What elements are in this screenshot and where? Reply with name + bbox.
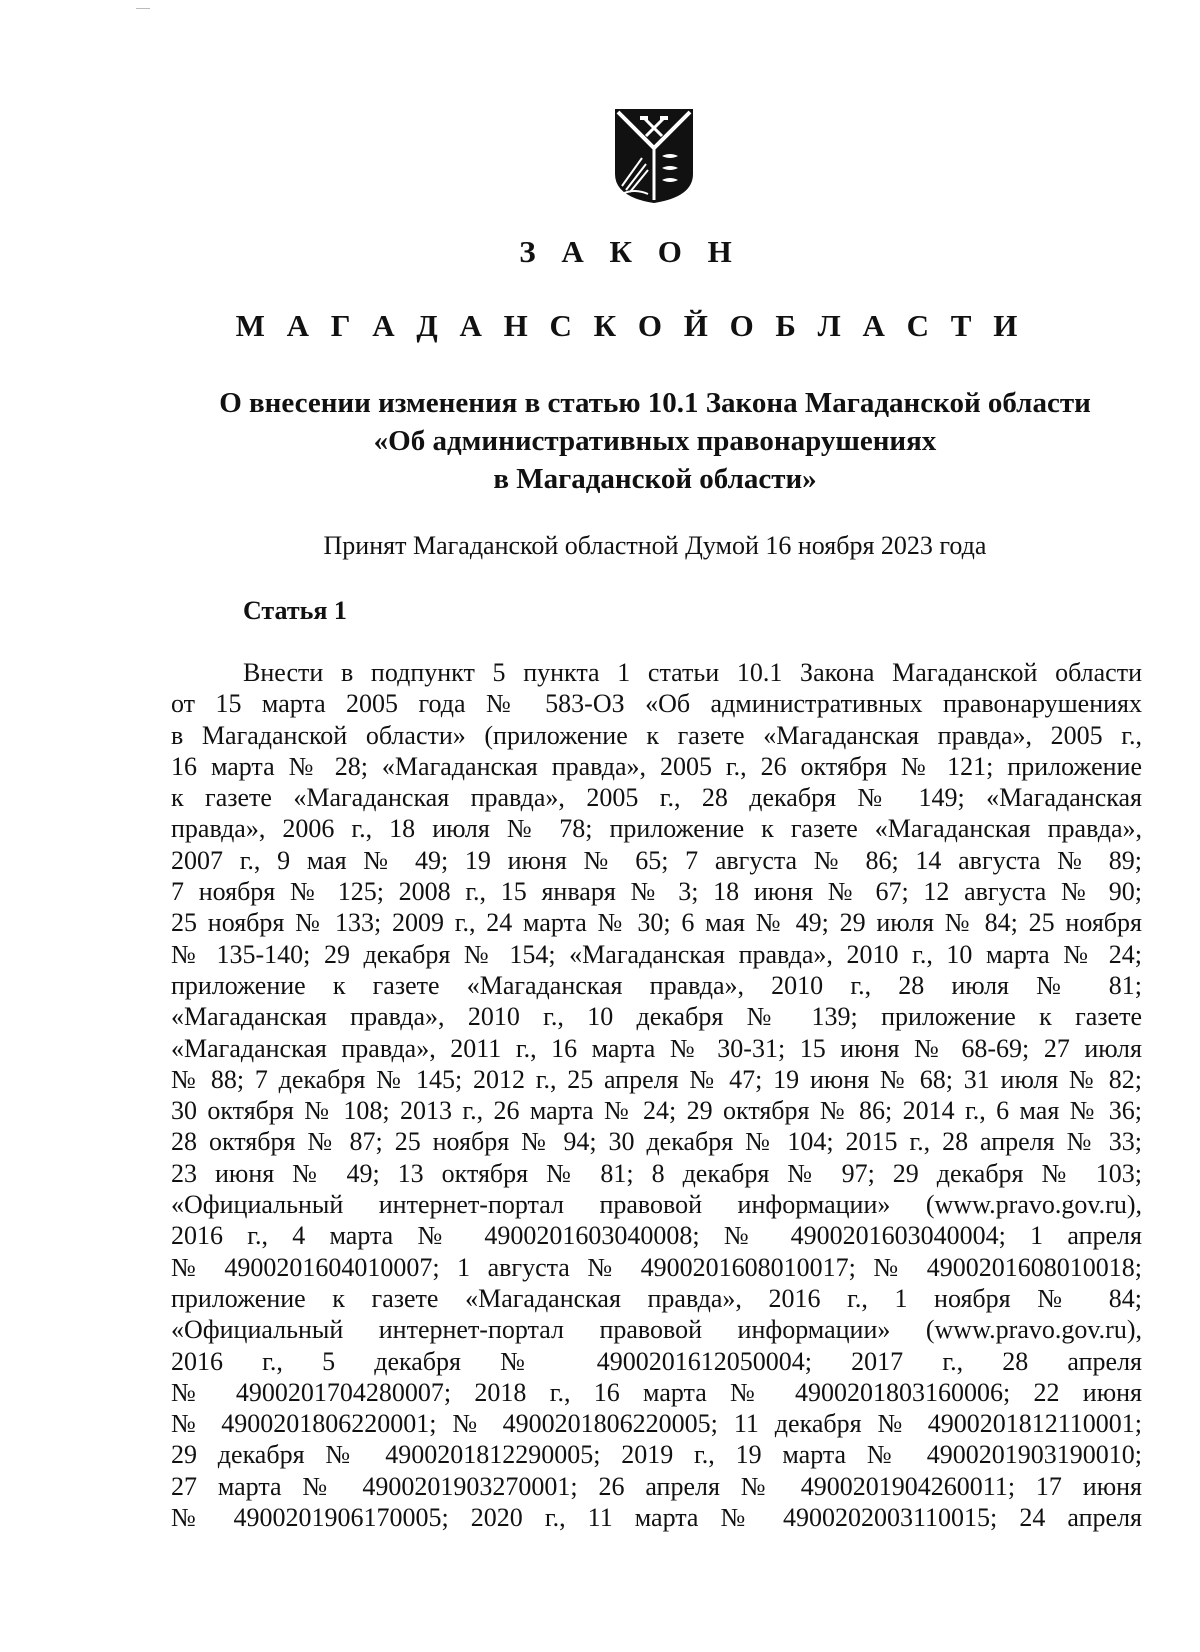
body-line: правда», 2006 г., 18 июля № 78; приложение к газете «Магаданская правда»,	[171, 814, 1142, 844]
subject-line: О внесении изменения в статью 10.1 Закона Магаданской области	[219, 387, 1091, 419]
body-line: № 4900201604010007; 1 августа № 4900201608010017; № 4900201608010018;	[171, 1252, 1142, 1282]
subject-line: в Магаданской области»	[493, 463, 817, 495]
document-type-title: З А К О Н	[519, 234, 741, 269]
body-line: 25 ноября № 133; 2009 г., 24 марта № 30; 6 мая № 49; 29 июля № 84; 25 ноября	[171, 908, 1142, 938]
body-line: 23 июня № 49; 13 октября № 81; 8 декабря № 97; 29 декабря № 103;	[171, 1158, 1142, 1188]
law-subject	[160, 384, 1150, 498]
body-line: 2016 г., 5 декабря № 4900201612050004; 2017 г., 28 апреля	[171, 1346, 1142, 1376]
body-line: приложение к газете «Магаданская правда», 2016 г., 1 ноября № 84;	[171, 1283, 1142, 1313]
body-line: от 15 марта 2005 года № 583-ОЗ «Об административных правонарушениях	[171, 689, 1142, 719]
body-line: «Магаданская правда», 2010 г., 10 декабря № 139; приложение к газете	[171, 1002, 1142, 1032]
body-line: № 4900201806220001; № 4900201806220005; 11 декабря № 4900201812110001;	[171, 1409, 1142, 1439]
body-line: 30 октября № 108; 2013 г., 26 марта № 24; 29 октября № 86; 2014 г., 6 мая № 36;	[171, 1096, 1142, 1126]
body-line: в Магаданской области» (приложение к газете «Магаданская правда», 2005 г.,	[171, 720, 1142, 750]
body-line: к газете «Магаданская правда», 2005 г., 28 декабря № 149; «Магаданская	[171, 783, 1142, 813]
subject-line: «Об административных правонарушениях	[373, 425, 937, 457]
adoption-statement: Принят Магаданской областной Думой 16 ноября 2023 года	[323, 531, 987, 560]
body-line: «Магаданская правда», 2011 г., 16 марта № 30-31; 15 июня № 68-69; 27 июля	[171, 1033, 1142, 1063]
body-line: 2007 г., 9 мая № 49; 19 июня № 65; 7 августа № 86; 14 августа № 89;	[171, 845, 1142, 875]
body-line: 7 ноября № 125; 2008 г., 15 января № 3; 18 июня № 67; 12 августа № 90;	[171, 877, 1142, 907]
body-line: № 88; 7 декабря № 145; 2012 г., 25 апреля № 47; 19 июня № 68; 31 июля № 82;	[171, 1064, 1142, 1094]
body-line: 28 октября № 87; 25 ноября № 94; 30 декабря № 104; 2015 г., 28 апреля № 33;	[171, 1127, 1142, 1157]
body-line: «Официальный интернет-портал правовой информации» (www.pravo.gov.ru),	[171, 1190, 1142, 1220]
body-line: 16 марта № 28; «Магаданская правда», 2005 г., 26 октября № 121; приложение	[171, 751, 1142, 781]
scan-artifact	[136, 8, 150, 9]
body-line: 27 марта № 4900201903270001; 26 апреля № 4900201904260011; 17 июня	[171, 1471, 1142, 1501]
article-body	[171, 657, 1142, 1533]
body-line: приложение к газете «Магаданская правда», 2010 г., 28 июля № 81;	[171, 970, 1142, 1000]
region-title: М А Г А Д А Н С К О Й О Б Л А С Т И	[235, 308, 1025, 343]
body-line: 2016 г., 4 марта № 4900201603040008; № 4900201603040004; 1 апреля	[171, 1221, 1142, 1251]
body-line: 29 декабря № 4900201812290005; 2019 г., 19 марта № 4900201903190010;	[171, 1440, 1142, 1470]
coat-of-arms-icon	[614, 108, 694, 204]
body-line: № 4900201906170005; 2020 г., 11 марта № 4900202003110015; 24 апреля	[171, 1503, 1142, 1533]
article-heading: Статья 1	[243, 596, 347, 625]
body-line: Внести в подпункт 5 пункта 1 статьи 10.1 Закона Магаданской области	[243, 658, 1142, 687]
body-line: № 135-140; 29 декабря № 154; «Магаданская правда», 2010 г., 10 марта № 24;	[171, 939, 1142, 969]
body-line: № 4900201704280007; 2018 г., 16 марта № 4900201803160006; 22 июня	[171, 1377, 1142, 1407]
body-line: «Официальный интернет-портал правовой информации» (www.pravo.gov.ru),	[171, 1315, 1142, 1345]
